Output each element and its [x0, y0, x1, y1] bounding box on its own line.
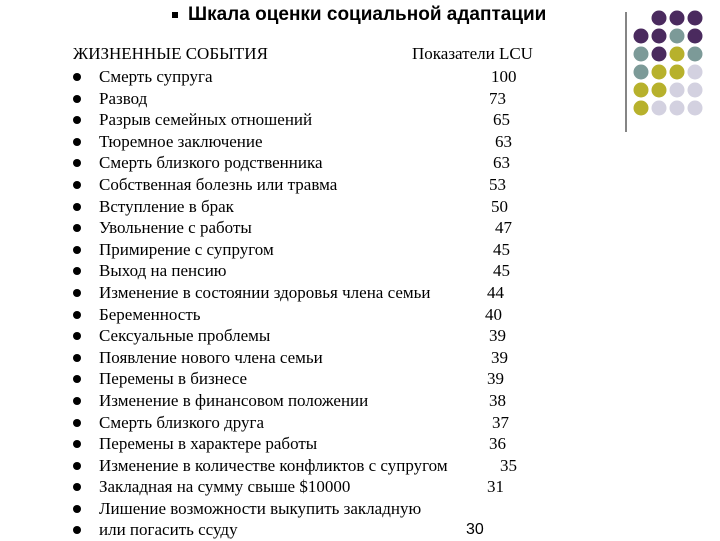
lcu-value: 39: [489, 326, 506, 346]
lcu-value: 45: [493, 261, 510, 281]
decor-dot: [634, 47, 649, 62]
column-header-events: ЖИЗНЕННЫЕ СОБЫТИЯ: [73, 44, 268, 63]
bullet-icon: [73, 332, 81, 340]
event-label: Беременность: [99, 304, 201, 324]
decor-dot: [670, 65, 685, 80]
event-label: Увольнение с работы: [99, 218, 252, 238]
decor-dot: [652, 83, 667, 98]
list-item: [0, 412, 620, 434]
decor-dot: [688, 101, 703, 116]
bullet-icon: [73, 462, 81, 470]
decor-dot: [670, 29, 685, 44]
list-item: [0, 196, 620, 218]
lcu-value: 31: [487, 477, 504, 497]
bullet-icon: [73, 138, 81, 146]
event-label: Перемены в характере работы: [99, 434, 318, 454]
event-label: Изменение в количестве конфликтов с супругом: [99, 455, 448, 475]
list-item: [0, 433, 620, 455]
bullet-icon: [73, 526, 81, 534]
decor-dot: [652, 29, 667, 44]
list-item: [0, 498, 620, 520]
decor-dot: [634, 29, 649, 44]
lcu-value: 30: [466, 521, 484, 539]
list-item: [0, 476, 620, 498]
bullet-icon: [73, 483, 81, 491]
decor-dot: [688, 11, 703, 26]
decor-dot: [688, 47, 703, 62]
bullet-icon: [73, 159, 81, 167]
list-item: [0, 109, 620, 131]
bullet-icon: [73, 73, 81, 81]
bullet-icon: [73, 95, 81, 103]
lcu-value: 65: [493, 110, 510, 130]
lcu-value: 63: [495, 131, 512, 151]
decor-dot: [634, 101, 649, 116]
list-item: [0, 455, 620, 477]
decor-dot: [652, 65, 667, 80]
lcu-value: 40: [485, 304, 502, 324]
decor-dot: [634, 65, 649, 80]
decor-dot: [670, 101, 685, 116]
event-label: Смерть близкого друга: [99, 412, 265, 432]
bullet-icon: [73, 354, 81, 362]
decor-dot: [688, 29, 703, 44]
event-label: Лишение возможности выкупить закладную: [99, 498, 422, 518]
event-label: Развод: [99, 88, 148, 108]
list-item: [0, 66, 620, 88]
list-item: [0, 390, 620, 412]
bullet-icon: [73, 181, 81, 189]
list-item: [0, 260, 620, 282]
bullet-icon: [73, 246, 81, 254]
list-item: [0, 347, 620, 369]
decor-dot: [670, 11, 685, 26]
event-label: или погасить ссуду: [99, 520, 238, 540]
event-label: Разрыв семейных отношений: [99, 110, 313, 130]
list-item: [0, 131, 620, 153]
bullet-icon: [73, 397, 81, 405]
decor-dot: [634, 83, 649, 98]
event-label: Вступление в брак: [99, 196, 234, 216]
event-label: Перемены в бизнесе: [99, 369, 248, 389]
decor-dot: [652, 11, 667, 26]
decor-dot: [688, 83, 703, 98]
event-label: Собственная болезнь или травма: [99, 174, 338, 194]
lcu-value: 73: [489, 88, 506, 108]
event-label: Примирение с супругом: [99, 239, 274, 259]
lcu-value: 36: [489, 434, 506, 454]
event-label: Смерть близкого родственника: [99, 153, 323, 173]
bullet-icon: [73, 203, 81, 211]
list-item: [0, 282, 620, 304]
list-item: [0, 239, 620, 261]
event-label: Сексуальные проблемы: [99, 326, 271, 346]
list-item: [0, 519, 620, 541]
lcu-value: 45: [493, 239, 510, 259]
list-item: [0, 368, 620, 390]
lcu-value: 53: [489, 174, 506, 194]
list-item: [0, 325, 620, 347]
event-label: Изменение в финансовом положении: [99, 390, 369, 410]
decor-dot: [670, 83, 685, 98]
lcu-value: 47: [495, 218, 512, 238]
bullet-icon: [73, 311, 81, 319]
list-item: [0, 174, 620, 196]
bullet-icon: [73, 267, 81, 275]
decor-dot: [652, 101, 667, 116]
event-label: Смерть супруга: [99, 67, 213, 86]
bullet-icon: [73, 440, 81, 448]
event-label: Тюремное заключение: [99, 131, 263, 151]
lcu-value: 35: [500, 455, 517, 475]
decor-dot: [688, 65, 703, 80]
lcu-value: 39: [487, 369, 504, 389]
bullet-icon: [73, 505, 81, 513]
bullet-icon: [73, 224, 81, 232]
events-list: [0, 66, 620, 541]
lcu-value: 63: [493, 153, 510, 173]
bullet-icon: [73, 375, 81, 383]
event-label: Закладная на сумму свыше $10000: [99, 477, 351, 497]
lcu-value: 39: [491, 347, 508, 367]
lcu-value: 50: [491, 196, 508, 216]
lcu-value: 44: [487, 282, 504, 302]
decor-dot: [670, 47, 685, 62]
event-label: Изменение в состоянии здоровья члена семьи: [99, 282, 431, 302]
lcu-value: 38: [489, 390, 506, 410]
title-text: Шкала оценки социальной адаптации: [188, 4, 547, 25]
event-label: Выход на пенсию: [99, 261, 227, 281]
column-header-lcu: Показатели LCU: [412, 44, 533, 63]
list-item: [0, 88, 620, 110]
decor-dot: [652, 47, 667, 62]
dot-grid: [634, 11, 703, 116]
lcu-value: 100: [491, 67, 517, 86]
list-item: [0, 304, 620, 326]
bullet-icon: [73, 289, 81, 297]
bullet-icon: [73, 116, 81, 124]
bullet-icon: [73, 419, 81, 427]
event-label: Появление нового члена семьи: [99, 347, 323, 367]
list-item: [0, 217, 620, 239]
lcu-value: 37: [492, 412, 509, 432]
list-item: [0, 152, 620, 174]
